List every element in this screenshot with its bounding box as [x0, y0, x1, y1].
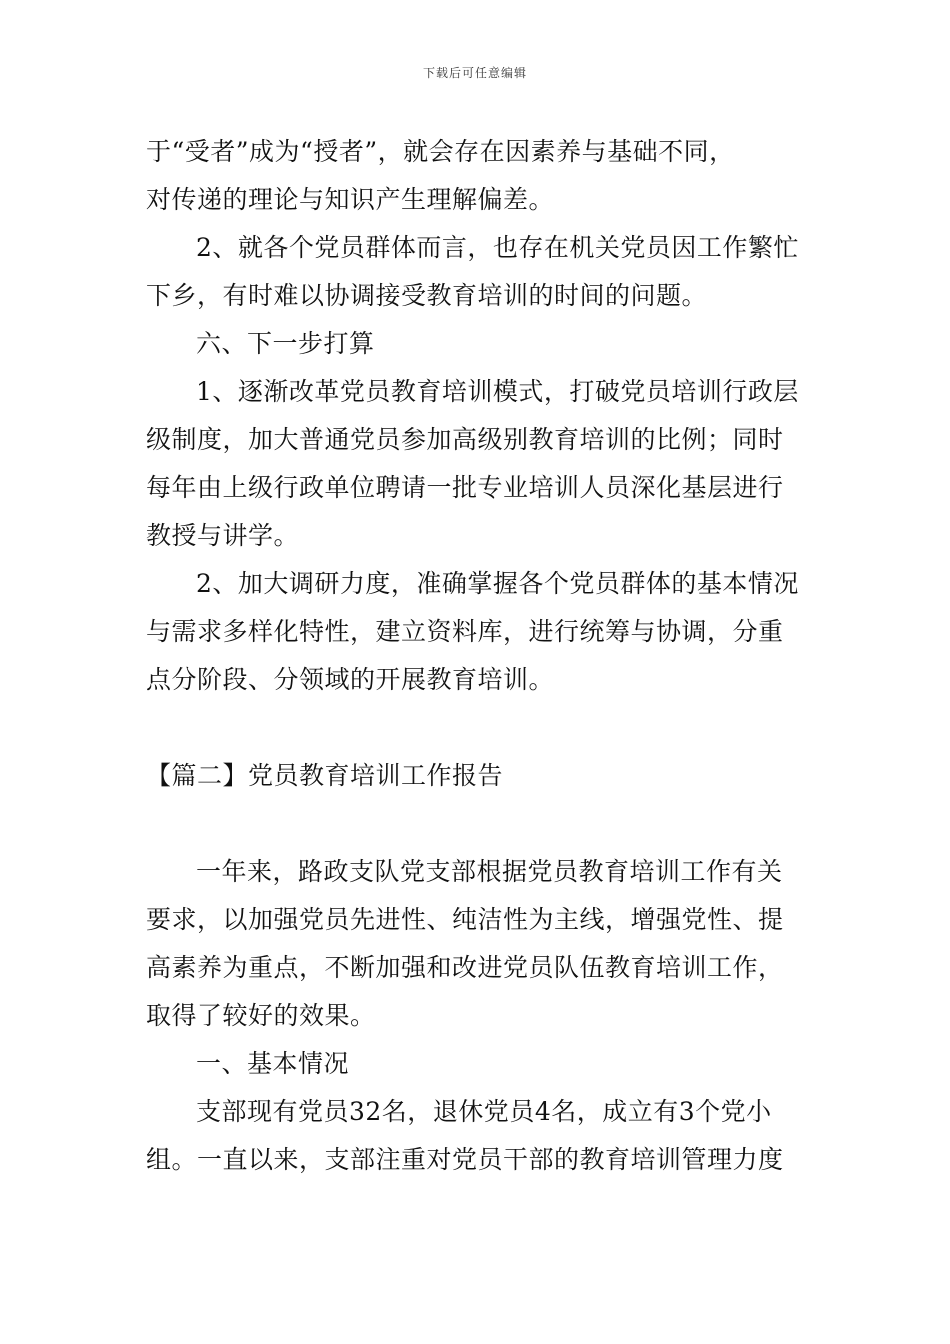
document-body — [146, 128, 808, 1184]
text-line: 取得了较好的效果。 — [146, 1001, 376, 1030]
text-line: 下乡，有时难以协调接受教育培训的时间的问题。 — [146, 281, 708, 310]
article-title: 【篇二】党员教育培训工作报告 — [146, 761, 504, 790]
text-line: 支部现有党员32名，退休党员4名，成立有3个党小 — [196, 1097, 772, 1126]
text-line: 要求，以加强党员先进性、纯洁性为主线，增强党性、提 — [146, 905, 784, 934]
page-header-note: 下载后可任意编辑 — [422, 66, 527, 80]
text-line: 一年来，路政支队党支部根据党员教育培训工作有关 — [196, 857, 783, 886]
text-line: 于“受者”成为“授者”，就会存在因素养与基础不同， — [146, 137, 735, 166]
text-line: 点分阶段、分领域的开展教育培训。 — [146, 665, 555, 694]
text-line: 教授与讲学。 — [146, 521, 300, 550]
text-line: 2、就各个党员群体而言，也存在机关党员因工作繁忙 — [196, 233, 799, 262]
section-heading: 六、下一步打算 — [196, 329, 375, 358]
text-line: 与需求多样化特性，建立资料库，进行统筹与协调，分重 — [146, 617, 784, 646]
text-line: 组。一直以来，支部注重对党员干部的教育培训管理力度 — [146, 1145, 784, 1174]
section-heading: 一、基本情况 — [196, 1049, 350, 1078]
text-line: 每年由上级行政单位聘请一批专业培训人员深化基层进行 — [146, 473, 784, 502]
text-line: 高素养为重点，不断加强和改进党员队伍教育培训工作， — [146, 953, 784, 982]
text-line: 级制度，加大普通党员参加高级别教育培训的比例；同时 — [146, 425, 784, 454]
text-line: 1、逐渐改革党员教育培训模式，打破党员培训行政层 — [196, 377, 799, 406]
text-line: 2、加大调研力度，准确掌握各个党员群体的基本情况 — [196, 569, 799, 598]
text-line: 对传递的理论与知识产生理解偏差。 — [146, 185, 555, 214]
